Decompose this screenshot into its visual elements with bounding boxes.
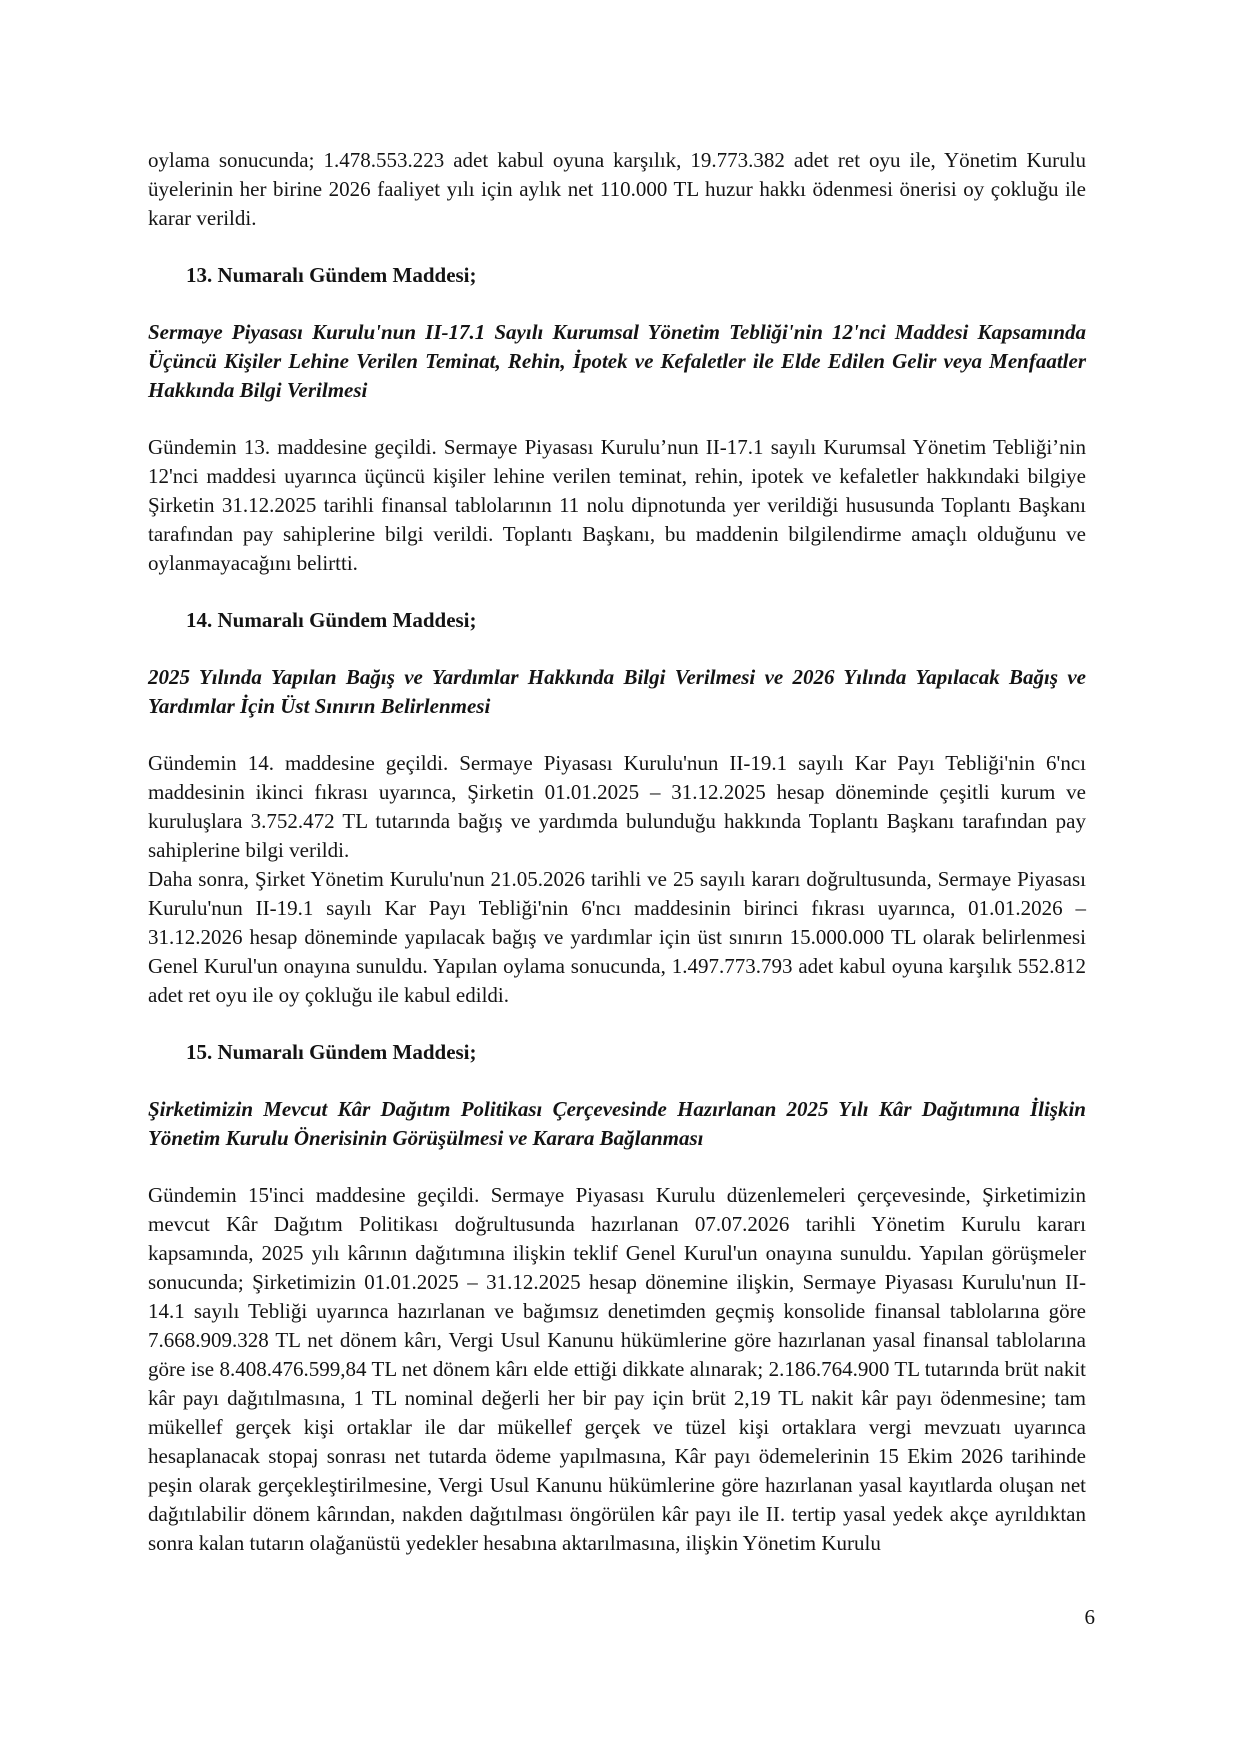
agenda-item-15-body: Gündemin 15'inci maddesine geçildi. Sermaye Piyasası Kurulu düzenlemeleri çerçevesinde, Şirketimizin mevcut Kâr Dağıtım Politikası doğrultusunda hazırlanan 07.07.2026 tarihli Yönetim Kurulu kararı kapsamında, 2025 yılı kârının dağıtımına ilişkin teklif Genel Kurul'un onayına sunuldu. Yapılan görüşmeler sonucunda; Şirketimizin 01.01.2025 – 31.12.2025 hesap dönemine ilişkin, Sermaye Piyasası Kurulu'nun II-14.1 sayılı Tebliği uyarınca hazırlanan ve bağımsız denetimden geçmiş konsolide finansal tablolarına göre 7.668.909.328 TL net dönem kârı, Vergi Usul Kanunu hükümlerine göre hazırlanan yasal finansal tablolarına göre ise 8.408.476.599,84 TL net dönem kârı elde ettiği dikkate alınarak; 2.186.764.900 TL tutarında brüt nakit kâr payı dağıtılmasına, 1 TL nominal değerli her bir pay için brüt 2,19 TL nakit kâr payı ödenmesine; tam mükellef gerçek kişi ortaklar ile dar mükellef gerçek ve tüzel kişi ortaklara vergi mevzuatı uyarınca hesaplanacak stopaj sonrası net tutarda ödeme yapılmasına, Kâr payı ödemelerinin 15 Ekim 2026 tarihinde peşin olarak gerçekleştirilmesine, Vergi Usul Kanunu hükümlerine göre hazırlanan yasal kayıtlarda oluşan net dağıtılabilir dönem kârından, nakden dağıtılması öngörülen kâr payı ile II. tertip yasal yedek akçe ayrıldıktan sonra kalan tutarın olağanüstü yedekler hesabına aktarılmasına, ilişkin Yönetim Kurulu [148, 1183, 1086, 1555]
agenda-item-14-body-2: Daha sonra, Şirket Yönetim Kurulu'nun 21.05.2026 tarihli ve 25 sayılı kararı doğrultusunda, Sermaye Piyasası Kurulu'nun II-19.1 sayılı Kar Payı Tebliği'nin 6'ncı maddesinin birinci fıkrası uyarınca, 01.01.2026 – 31.12.2026 hesap döneminde yapılacak bağış ve yardımlar için üst sınırın 15.000.000 TL olarak belirlenmesi Genel Kurul'un onayına sunuldu. Yapılan oylama sonucunda, 1.497.773.793 adet kabul oyuna karşılık 552.812 adet ret oyu ile oy çokluğu ile kabul edildi. [148, 867, 1086, 1007]
agenda-item-13-subject: Sermaye Piyasası Kurulu'nun II-17.1 Sayılı Kurumsal Yönetim Tebliği'nin 12'nci Maddesi Kapsamında Üçüncü Kişiler Lehine Verilen Teminat, Rehin, İpotek ve Kefaletler ile Elde Edilen Gelir veya Menfaatler Hakkında Bilgi Verilmesi [148, 320, 1086, 402]
page-content [148, 146, 1086, 1558]
agenda-item-15-subject: Şirketimizin Mevcut Kâr Dağıtım Politikası Çerçevesinde Hazırlanan 2025 Yılı Kâr Dağıtımına İlişkin Yönetim Kurulu Önerisinin Görüşülmesi ve Karara Bağlanması [148, 1097, 1086, 1150]
intro-paragraph: oylama sonucunda; 1.478.553.223 adet kabul oyuna karşılık, 19.773.382 adet ret oyu ile, Yönetim Kurulu üyelerinin her birine 2026 faaliyet yılı için aylık net 110.000 TL huzur hakkı ödenmesi önerisi oy çokluğu ile karar verildi. [148, 148, 1086, 230]
page-number: 6 [1084, 1605, 1095, 1629]
agenda-item-13-body: Gündemin 13. maddesine geçildi. Sermaye Piyasası Kurulu’nun II-17.1 sayılı Kurumsal Yönetim Tebliği’nin 12'nci maddesi uyarınca üçüncü kişiler lehine verilen teminat, rehin, ipotek ve kefaletler hakkındaki bilgiye Şirketin 31.12.2025 tarihli finansal tablolarının 11 nolu dipnotunda yer verildiği hususunda Toplantı Başkanı tarafından pay sahiplerine bilgi verildi. Toplantı Başkanı, bu maddenin bilgilendirme amaçlı olduğunu ve oylanmayacağını belirtti. [148, 435, 1086, 575]
agenda-item-13-heading: 13. Numaralı Gündem Maddesi; [186, 263, 477, 287]
agenda-item-15-heading: 15. Numaralı Gündem Maddesi; [186, 1040, 477, 1064]
agenda-item-14-subject: 2025 Yılında Yapılan Bağış ve Yardımlar Hakkında Bilgi Verilmesi ve 2026 Yılında Yapılacak Bağış ve Yardımlar İçin Üst Sınırın Belirlenmesi [148, 665, 1086, 718]
agenda-item-14-body-1: Gündemin 14. maddesine geçildi. Sermaye Piyasası Kurulu'nun II-19.1 sayılı Kar Payı Tebliği'nin 6'ncı maddesinin ikinci fıkrası uyarınca, Şirketin 01.01.2025 – 31.12.2025 hesap döneminde çeşitli kurum ve kuruluşlara 3.752.472 TL tutarında bağış ve yardımda bulunduğu hakkında Toplantı Başkanı tarafından pay sahiplerine bilgi verildi. [148, 751, 1086, 862]
agenda-item-14-heading: 14. Numaralı Gündem Maddesi; [186, 608, 477, 632]
